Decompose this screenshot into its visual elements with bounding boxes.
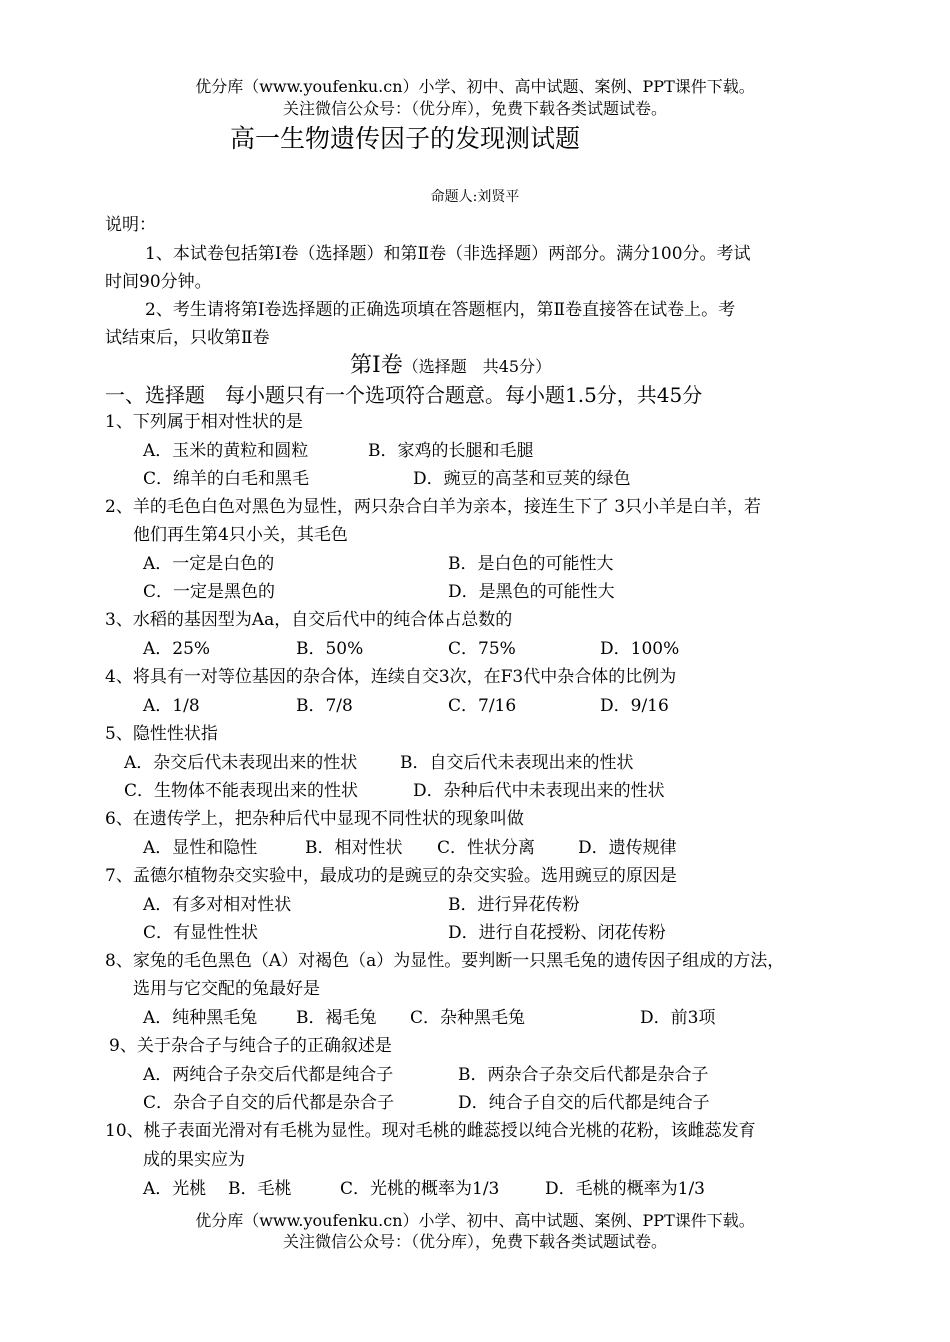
question-1-option-d: D．豌豆的高茎和豆荚的绿色	[413, 469, 631, 489]
question-1-stem: 1、下列属于相对性状的是	[105, 412, 303, 432]
instruction-1a: 1、本试卷包括第Ⅰ卷（选择题）和第Ⅱ卷（非选择题）两部分。满分100分。考试	[145, 244, 751, 264]
question-9-option-c: C．杂合子自交的后代都是杂合子	[143, 1093, 395, 1113]
instruction-1b: 时间90分钟。	[105, 272, 212, 292]
question-10-stem-cont: 成的果实应为	[143, 1150, 245, 1170]
question-6-option-b: B．相对性状	[305, 838, 403, 858]
section-title: 第Ⅰ卷	[350, 353, 403, 378]
question-3-stem: 3、水稻的基因型为Aa，自交后代中的纯合体占总数的	[105, 610, 513, 630]
question-10-option-c: C．光桃的概率为1/3	[340, 1179, 500, 1199]
question-9-option-b: B．两杂合子杂交后代都是杂合子	[458, 1065, 709, 1085]
footer-line-1: 优分库（www.youfenku.cn）小学、初中、高中试题、案例、PPT课件下载。	[195, 1211, 755, 1230]
question-9-option-d: D．纯合子自交的后代都是纯合子	[458, 1093, 710, 1113]
question-10-option-d: D．毛桃的概率为1/3	[545, 1179, 705, 1199]
question-5-option-c: C．生物体不能表现出来的性状	[124, 781, 359, 801]
question-5-option-b: B．自交后代未表现出来的性状	[400, 753, 634, 773]
section-heading	[350, 352, 551, 381]
question-7-stem: 7、孟德尔植物杂交实验中，最成功的是豌豆的杂交实验。选用豌豆的原因是	[105, 866, 677, 886]
question-7-option-d: D．进行自花授粉、闭花传粉	[448, 923, 666, 943]
header-line-2: 关注微信公众号：（优分库），免费下载各类试题试卷。	[282, 99, 667, 118]
author-line: 命题人:刘贤平	[430, 189, 520, 205]
question-3-option-b: B．50%	[296, 639, 364, 659]
question-2-stem-cont: 他们再生第4只小关，其毛色	[133, 525, 348, 545]
page-title: 高一生物遗传因子的发现测试题	[230, 124, 581, 153]
question-5-option-a: A．杂交后代未表现出来的性状	[124, 753, 358, 773]
question-10-stem: 10、桃子表面光滑对有毛桃为显性。现对毛桃的雌蕊授以纯合光桃的花粉，该雌蕊发育	[105, 1121, 756, 1141]
question-10-option-b: B．毛桃	[228, 1179, 292, 1199]
question-2-stem: 2、羊的毛色白色对黑色为显性，两只杂合白羊为亲本，接连生下了 3只小羊是白羊，若	[105, 497, 762, 517]
question-4-option-b: B．7/8	[296, 696, 353, 716]
question-8-stem: 8、家兔的毛色黑色（A）对褐色（a）为显性。要判断一只黑毛兔的遗传因子组成的方法，	[105, 951, 785, 971]
question-7-option-c: C．有显性性状	[143, 923, 259, 943]
question-8-option-a: A．纯种黑毛兔	[143, 1008, 258, 1028]
question-8-option-d: D．前3项	[640, 1008, 716, 1028]
question-4-option-c: C．7/16	[448, 696, 517, 716]
question-2-option-d: D．是黑色的可能性大	[448, 582, 615, 602]
question-4-option-a: A．1/8	[143, 696, 200, 716]
question-2-option-b: B．是白色的可能性大	[448, 554, 614, 574]
question-9-option-a: A．两纯合子杂交后代都是纯合子	[143, 1065, 394, 1085]
question-3-option-c: C．75%	[448, 639, 516, 659]
question-7-option-a: A．有多对相对性状	[143, 895, 292, 915]
question-5-stem: 5、隐性性状指	[105, 724, 218, 744]
question-6-stem: 6、在遗传学上，把杂种后代中显现不同性状的现象叫做	[105, 809, 524, 829]
question-6-option-d: D．遗传规律	[578, 838, 677, 858]
question-1-option-b: B．家鸡的长腿和毛腿	[368, 441, 534, 461]
question-2-option-c: C．一定是黑色的	[143, 582, 276, 602]
header-line-1: 优分库（www.youfenku.cn）小学、初中、高中试题、案例、PPT课件下载。	[195, 77, 755, 96]
part-heading: 一、选择题 每小题只有一个选项符合题意。每小题1.5分，共45分	[105, 383, 703, 407]
instructions-label: 说明：	[105, 215, 156, 235]
question-1-option-a: A．玉米的黄粒和圆粒	[143, 441, 309, 461]
question-3-option-a: A．25%	[143, 639, 211, 659]
question-8-stem-cont: 选用与它交配的兔最好是	[133, 979, 320, 999]
question-6-option-a: A．显性和隐性	[143, 838, 258, 858]
instruction-2a: 2、考生请将第Ⅰ卷选择题的正确选项填在答题框内，第Ⅱ卷直接答在试卷上。考	[145, 300, 736, 320]
question-6-option-c: C．性状分离	[437, 838, 536, 858]
question-8-option-b: B．褐毛兔	[296, 1008, 377, 1028]
instruction-2b: 试结束后，只收第Ⅱ卷	[105, 328, 270, 348]
question-10-option-a: A．光桃	[143, 1179, 207, 1199]
question-4-stem: 4、将具有一对等位基因的杂合体，连续自交3次，在F3代中杂合体的比例为	[105, 667, 677, 687]
question-3-option-d: D．100%	[600, 639, 680, 659]
question-8-option-c: C．杂种黑毛兔	[410, 1008, 526, 1028]
question-1-option-c: C．绵羊的白毛和黑毛	[143, 469, 310, 489]
question-4-option-d: D．9/16	[600, 696, 669, 716]
section-subtitle: （选择题 共45分）	[402, 357, 552, 376]
question-7-option-b: B．进行异花传粉	[448, 895, 580, 915]
footer-line-2: 关注微信公众号：（优分库），免费下载各类试题试卷。	[282, 1232, 667, 1251]
question-5-option-d: D．杂种后代中未表现出来的性状	[413, 781, 665, 801]
question-9-stem: 9、关于杂合子与纯合子的正确叙述是	[109, 1036, 392, 1056]
question-2-option-a: A．一定是白色的	[143, 554, 275, 574]
